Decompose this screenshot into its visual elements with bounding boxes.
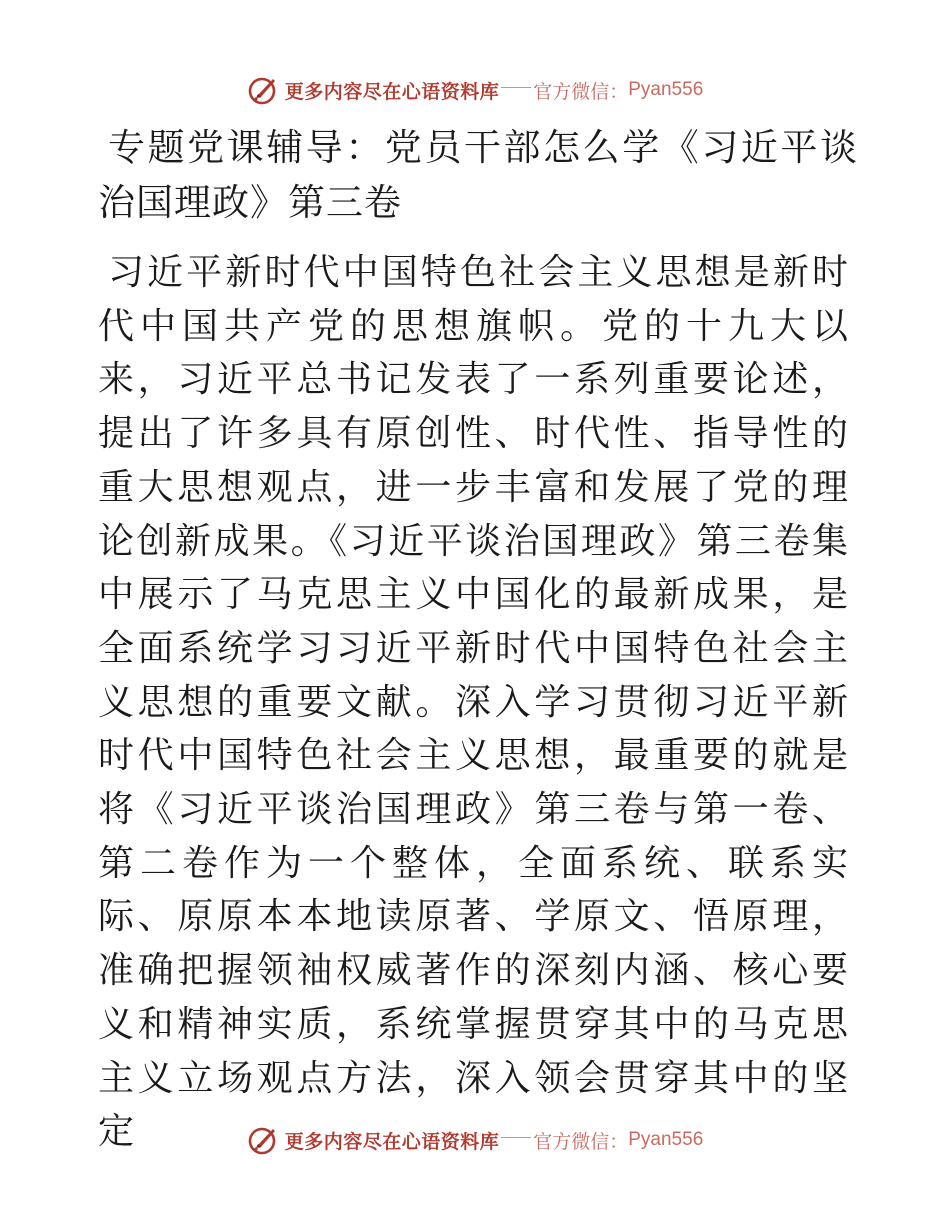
document-body-paragraph: 习近平新时代中国特色社会主义思想是新时代中国共产党的思想旗帜。党的十九大以来，习近平总书记发表了一系列重要论述，提出了许多具有原创性、时代性、指导性的重大思想观点，进一步丰富和发展了党的理论创新成果。《习近平谈治国理政》第三卷集中展示了马克思主义中国化的最新成果，是全面系统学习习近平新时代中国特色社会主义思想的重要文献。深入学习贯彻习近平新时代中国特色社会主义思想，最重要的就是将《习近平谈治国理政》第三卷与第一卷、第二卷作为一个整体，全面系统、联系实际、原原本本地读原著、学原文、悟原理，准确把握领袖权威著作的深刻内涵、核心要义和精神实质，系统掌握贯穿其中的马克思主义立场观点方法，深入领会贯穿其中的坚定 [98,252,850,1153]
document-title: 专题党课辅导：党员干部怎么学《习近平谈治国理政》第三卷 [98,126,858,224]
banner-wechat-label: 官方微信： [533,1130,629,1153]
footer-banner [0,1120,950,1160]
banner-separator [501,1137,531,1138]
banner-wechat-id: Pyan556 [628,79,704,100]
banner-wechat-id: Pyan556 [628,1129,704,1150]
banner-site-name: 更多内容尽在心语资料库 [284,1130,500,1153]
quill-pen-logo-icon [247,74,279,106]
banner-site-name: 更多内容尽在心语资料库 [284,80,500,103]
banner-separator [501,87,531,88]
header-banner [0,70,950,110]
quill-pen-logo-icon [247,1124,279,1156]
banner-wechat-label: 官方微信： [533,80,629,103]
